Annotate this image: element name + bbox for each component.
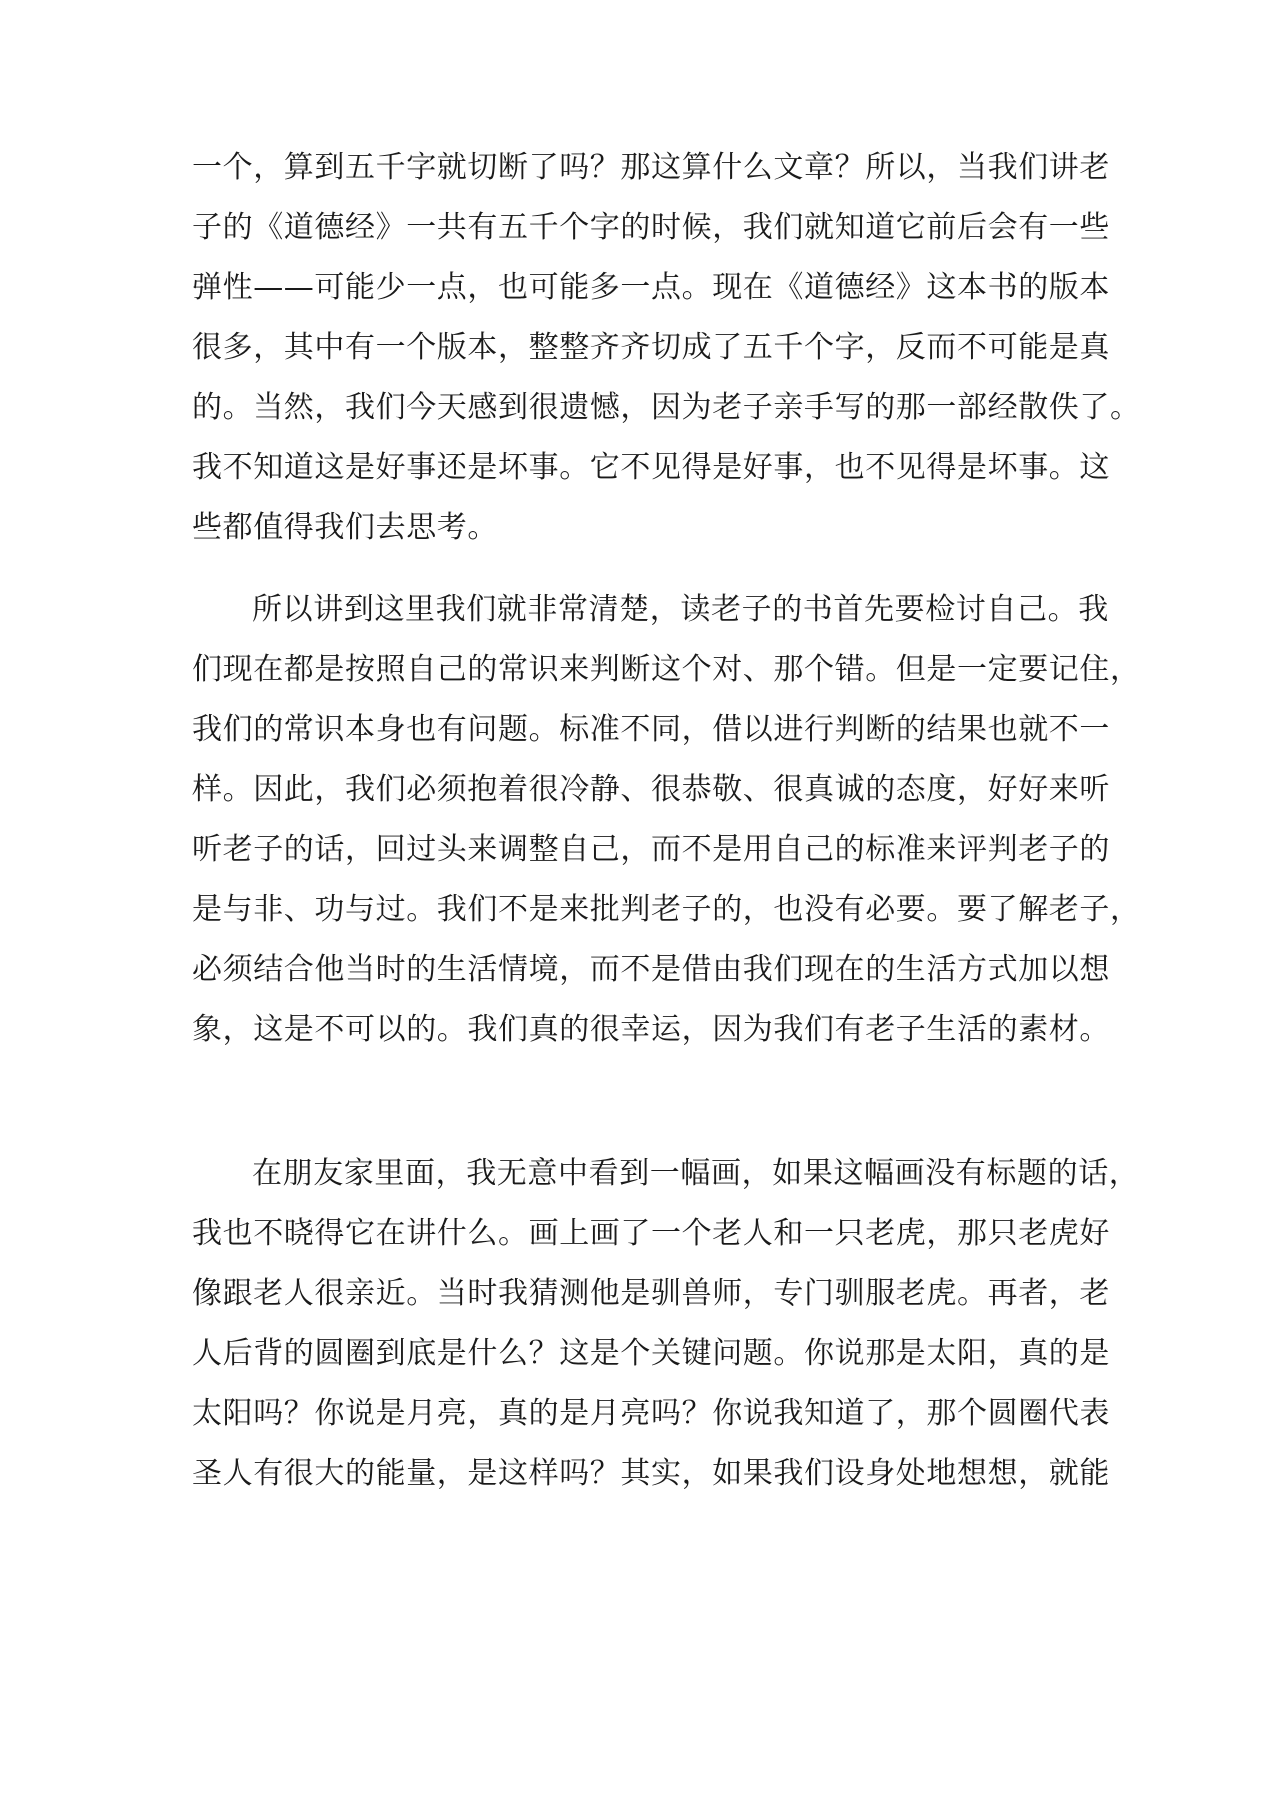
text-line: 象，这是不可以的。我们真的很幸运，因为我们有老子生活的素材。 (192, 1012, 1110, 1047)
text-line: 弹性——可能少一点，也可能多一点。现在《道德经》这本书的版本 (192, 270, 1110, 305)
text-line: 像跟老人很亲近。当时我猜测他是驯兽师，专门驯服老虎。再者，老 (192, 1276, 1110, 1311)
text-line: 听老子的话，回过头来调整自己，而不是用自己的标准来评判老子的 (192, 832, 1110, 867)
text-line: 我们的常识本身也有问题。标准不同，借以进行判断的结果也就不一 (192, 712, 1110, 747)
text-line: 必须结合他当时的生活情境，而不是借由我们现在的生活方式加以想 (192, 952, 1110, 987)
text-line: 我也不晓得它在讲什么。画上画了一个老人和一只老虎，那只老虎好 (192, 1216, 1110, 1251)
text-line: 们现在都是按照自己的常识来判断这个对、那个错。但是一定要记住， (192, 652, 1141, 687)
text-line: 子的《道德经》一共有五千个字的时候，我们就知道它前后会有一些 (192, 210, 1110, 245)
text-line: 在朋友家里面，我无意中看到一幅画，如果这幅画没有标题的话， (252, 1156, 1140, 1191)
text-line: 人后背的圆圈到底是什么？这是个关键问题。你说那是太阳，真的是 (192, 1336, 1110, 1371)
text-line: 是与非、功与过。我们不是来批判老子的，也没有必要。要了解老子， (192, 892, 1141, 927)
text-line: 所以讲到这里我们就非常清楚，读老子的书首先要检讨自己。我 (252, 592, 1109, 627)
text-line: 样。因此，我们必须抱着很冷静、很恭敬、很真诚的态度，好好来听 (192, 772, 1110, 807)
text-line: 我不知道这是好事还是坏事。它不见得是好事，也不见得是坏事。这 (192, 450, 1110, 485)
text-line: 一个，算到五千字就切断了吗？那这算什么文章？所以，当我们讲老 (192, 150, 1110, 185)
text-line: 圣人有很大的能量，是这样吗？其实，如果我们设身处地想想，就能 (192, 1456, 1110, 1491)
text-line: 很多，其中有一个版本，整整齐齐切成了五千个字，反而不可能是真 (192, 330, 1110, 365)
text-line: 太阳吗？你说是月亮，真的是月亮吗？你说我知道了，那个圆圈代表 (192, 1396, 1110, 1431)
text-line: 的。当然，我们今天感到很遗憾，因为老子亲手写的那一部经散佚了。 (192, 390, 1141, 425)
text-line: 些都值得我们去思考。 (192, 510, 498, 545)
